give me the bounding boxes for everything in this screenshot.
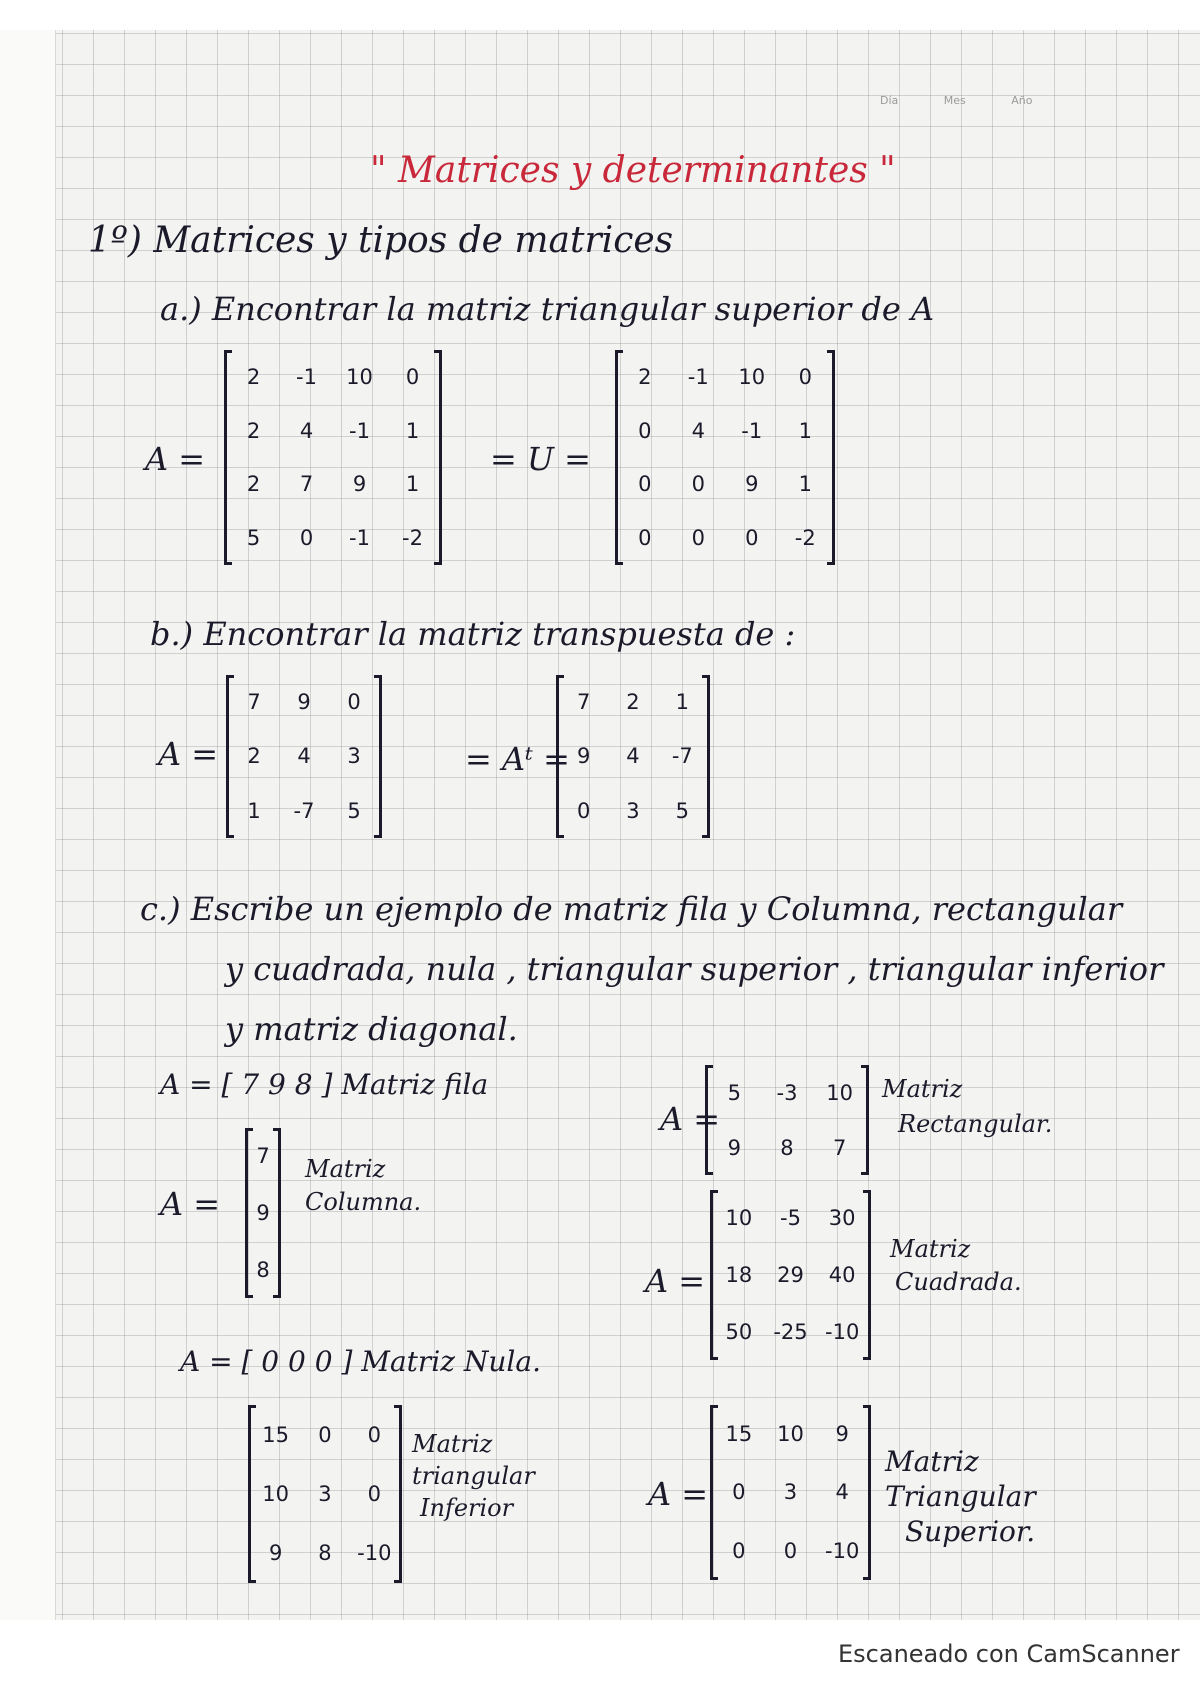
matrix-cell: 5 xyxy=(675,798,689,823)
matrix-cell: 0 xyxy=(638,472,652,497)
rectangular-matrix xyxy=(705,1065,869,1175)
matrix-cell: 4 xyxy=(299,418,314,443)
column-matrix-name-2: Columna. xyxy=(305,1188,422,1216)
matrix-cell: -25 xyxy=(773,1319,808,1344)
matrix-cell: 5 xyxy=(727,1080,742,1105)
matrix-cell: 0 xyxy=(318,1422,332,1447)
matrix-cell: 15 xyxy=(262,1422,290,1447)
matrix-cell: -1 xyxy=(349,526,370,551)
matrix-cell: 0 xyxy=(405,364,420,389)
null-matrix-example: A = [ 0 0 0 ] Matriz Nula. xyxy=(180,1345,541,1378)
matrix-cell: 0 xyxy=(638,526,652,551)
matrix-cell: 0 xyxy=(798,364,812,389)
matrix-cell: 0 xyxy=(732,1480,746,1505)
matrix-b-transpose xyxy=(556,675,710,838)
matrix-cell: 0 xyxy=(732,1538,746,1563)
part-c-line2: y cuadrada, nula , triangular superior , triangular inferior xyxy=(225,950,1164,988)
date-month-label: Mes xyxy=(943,94,966,107)
matrix-cell: 7 xyxy=(299,472,314,497)
lower-triangular-name-2: triangular xyxy=(412,1462,535,1490)
date-header xyxy=(880,94,1075,107)
matrix-cell: 7 xyxy=(256,1144,270,1169)
matrix-cell: -10 xyxy=(825,1319,860,1344)
column-matrix-name-1: Matriz xyxy=(305,1155,386,1183)
matrix-cell: -7 xyxy=(293,798,315,823)
matrix-cell: -5 xyxy=(780,1206,801,1231)
matrix-cell: 9 xyxy=(256,1200,270,1225)
matrix-cell: -3 xyxy=(776,1080,798,1105)
matrix-cell: 3 xyxy=(783,1480,798,1505)
part-b-heading: b.) Encontrar la matriz transpuesta de : xyxy=(150,615,796,653)
matrix-cell: 0 xyxy=(347,690,361,715)
matrix-cell: 9 xyxy=(576,744,591,769)
matrix-cell: 2 xyxy=(638,364,652,389)
date-day-label: Día xyxy=(880,94,899,107)
matrix-cell: -1 xyxy=(741,418,763,443)
part-c-line3: y matriz diagonal. xyxy=(225,1010,518,1048)
matrix-b-a xyxy=(226,675,382,838)
rectangular-matrix-name-1: Matriz xyxy=(882,1075,963,1103)
matrix-cell: 5 xyxy=(347,798,361,823)
square-matrix xyxy=(710,1190,871,1360)
matrix-u-4x4 xyxy=(615,350,835,565)
matrix-cell: 7 xyxy=(247,690,261,715)
rectangular-matrix-name-2: Rectangular. xyxy=(898,1110,1053,1138)
lower-triangular-matrix xyxy=(248,1405,402,1583)
matrix-cell: 8 xyxy=(256,1257,270,1282)
rectangular-matrix-label: A = xyxy=(660,1100,721,1138)
lower-triangular-name-1: Matriz xyxy=(412,1430,493,1458)
matrix-cell: 9 xyxy=(268,1541,283,1566)
matrix-cell: 10 xyxy=(826,1080,854,1105)
matrix-cell: 9 xyxy=(745,472,759,497)
matrix-cell: 1 xyxy=(405,472,420,497)
matrix-cell: 9 xyxy=(352,472,367,497)
part-a-label-u: = U = xyxy=(490,440,591,478)
matrix-cell: 2 xyxy=(626,690,640,715)
matrix-cell: 0 xyxy=(638,418,652,443)
matrix-a-4x4 xyxy=(224,350,442,565)
matrix-cell: 3 xyxy=(347,744,361,769)
matrix-cell: -1 xyxy=(349,418,370,443)
matrix-cell: 2 xyxy=(247,744,261,769)
matrix-cell: 4 xyxy=(691,418,705,443)
matrix-cell: 3 xyxy=(318,1481,332,1506)
matrix-cell: -10 xyxy=(357,1541,392,1566)
matrix-cell: 18 xyxy=(725,1262,753,1287)
camscanner-footer: Escaneado con CamScanner xyxy=(838,1640,1180,1668)
matrix-cell: -10 xyxy=(825,1538,860,1563)
matrix-cell: 0 xyxy=(367,1481,381,1506)
lower-triangular-name-3: Inferior xyxy=(420,1494,514,1522)
matrix-cell: 2 xyxy=(246,472,261,497)
part-a-heading: a.) Encontrar la matriz triangular superior de A xyxy=(160,290,935,328)
matrix-cell: 9 xyxy=(297,690,311,715)
matrix-cell: 30 xyxy=(828,1206,856,1231)
part-b-label-a: A = xyxy=(158,735,219,773)
upper-triangular-name-1: Matriz xyxy=(885,1445,979,1478)
matrix-cell: -2 xyxy=(794,526,816,551)
matrix-cell: 0 xyxy=(745,526,759,551)
page-title: " Matrices y determinantes " xyxy=(370,150,896,191)
matrix-cell: 0 xyxy=(576,798,591,823)
matrix-cell: 2 xyxy=(246,418,261,443)
upper-triangular-label: A = xyxy=(648,1475,709,1513)
matrix-cell: 8 xyxy=(780,1135,794,1160)
matrix-cell: 10 xyxy=(725,1206,753,1231)
matrix-cell: 1 xyxy=(247,798,261,823)
square-matrix-label: A = xyxy=(645,1262,706,1300)
matrix-cell: 9 xyxy=(835,1422,849,1447)
matrix-cell: 4 xyxy=(297,744,311,769)
matrix-cell: 1 xyxy=(675,690,689,715)
upper-triangular-name-2: Triangular xyxy=(885,1480,1036,1513)
matrix-cell: 10 xyxy=(262,1481,290,1506)
matrix-cell: -7 xyxy=(671,744,693,769)
matrix-cell: -1 xyxy=(687,364,709,389)
part-a-label-a: A = xyxy=(145,440,206,478)
matrix-cell: 29 xyxy=(777,1262,804,1287)
matrix-cell: 7 xyxy=(832,1135,847,1160)
part-b-label-at: = Aᵗ = xyxy=(465,740,570,778)
matrix-cell: 7 xyxy=(576,690,591,715)
column-matrix-label: A = xyxy=(160,1185,221,1223)
upper-triangular-name-3: Superior. xyxy=(905,1515,1036,1548)
matrix-cell: 3 xyxy=(626,798,640,823)
matrix-cell: 15 xyxy=(725,1422,753,1447)
matrix-cell: -2 xyxy=(402,526,423,551)
matrix-cell: 0 xyxy=(691,526,705,551)
matrix-cell: 4 xyxy=(835,1480,849,1505)
matrix-cell: 9 xyxy=(727,1135,742,1160)
page-margin-edge xyxy=(0,30,56,1620)
matrix-cell: 5 xyxy=(246,526,261,551)
row-matrix-example: A = [ 7 9 8 ] Matriz fila xyxy=(160,1068,489,1101)
square-matrix-name-1: Matriz xyxy=(890,1235,971,1263)
part-c-line1: c.) Escribe un ejemplo de matriz fila y Columna, rectangular xyxy=(140,890,1123,928)
matrix-cell: 1 xyxy=(405,418,420,443)
matrix-cell: 40 xyxy=(828,1262,856,1287)
matrix-cell: 50 xyxy=(725,1319,753,1344)
date-year-label: Año xyxy=(1011,94,1033,107)
section-heading: 1º) Matrices y tipos de matrices xyxy=(88,220,674,261)
matrix-cell: 0 xyxy=(783,1538,798,1563)
column-matrix xyxy=(245,1128,281,1298)
matrix-cell: 0 xyxy=(367,1422,381,1447)
matrix-cell: 4 xyxy=(626,744,640,769)
matrix-cell: 10 xyxy=(346,364,373,389)
matrix-cell: 0 xyxy=(691,472,705,497)
upper-triangular-matrix xyxy=(710,1405,871,1580)
matrix-cell: 10 xyxy=(777,1422,804,1447)
square-matrix-name-2: Cuadrada. xyxy=(895,1268,1022,1296)
matrix-cell: 1 xyxy=(798,418,812,443)
matrix-cell: 1 xyxy=(798,472,812,497)
matrix-cell: 2 xyxy=(246,364,261,389)
matrix-cell: -1 xyxy=(296,364,317,389)
matrix-cell: 10 xyxy=(738,364,766,389)
matrix-cell: 0 xyxy=(299,526,314,551)
matrix-cell: 8 xyxy=(318,1541,332,1566)
